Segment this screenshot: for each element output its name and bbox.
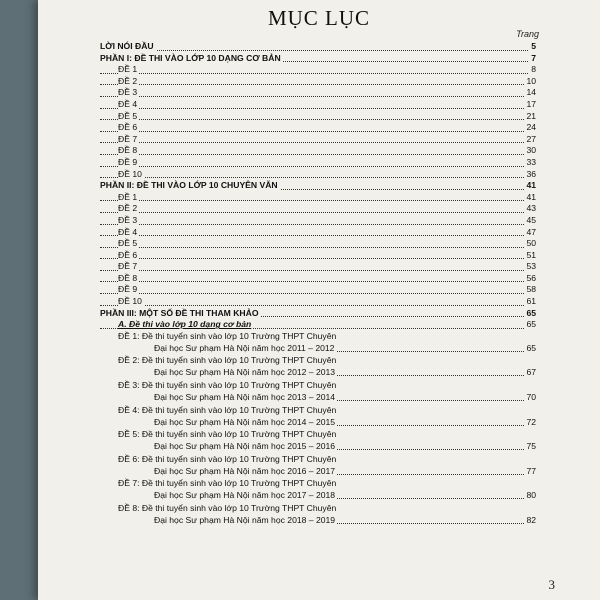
leader-dots xyxy=(100,96,536,97)
toc-entry-subtitle: Đại học Sư phạm Hà Nội năm học 2018 – 2019 xyxy=(154,515,336,525)
toc-page-number: 80 xyxy=(526,490,536,501)
toc-section xyxy=(100,41,536,53)
leader-dots xyxy=(100,119,536,120)
toc-page-number: 27 xyxy=(526,133,536,144)
toc-entry xyxy=(100,157,536,169)
leader-dots xyxy=(100,281,536,282)
toc-page-number: 14 xyxy=(526,87,536,98)
toc-entry xyxy=(100,238,536,250)
toc-entry-label: ĐỀ 2 xyxy=(118,203,138,214)
toc-page-number: 43 xyxy=(526,203,536,214)
toc-entry xyxy=(100,503,536,528)
toc-entry-label: ĐỀ 3 xyxy=(118,87,138,98)
leader-dots xyxy=(100,212,536,213)
toc-entry-label: ĐỀ 10 xyxy=(118,296,142,307)
toc-page-number: 8 xyxy=(531,64,536,75)
leader-dots xyxy=(100,50,536,51)
toc-page-number: 33 xyxy=(526,156,536,167)
toc-entry-label: A. Đề thi vào lớp 10 dạng cơ bản xyxy=(118,319,252,330)
toc-entry xyxy=(100,261,536,273)
toc-page-number: 5 xyxy=(531,41,536,51)
toc-entry xyxy=(100,87,536,99)
leader-dots xyxy=(100,108,536,109)
toc-page-number: 72 xyxy=(526,416,536,427)
toc-page-number: 41 xyxy=(526,180,536,191)
toc-entry-title: ĐỀ 3: Đề thi tuyển sinh vào lớp 10 Trường THPT Chuyên xyxy=(118,380,337,391)
toc-page-number: 58 xyxy=(526,284,536,295)
toc-entry-label: ĐỀ 10 xyxy=(118,168,142,179)
toc-entry xyxy=(100,215,536,227)
toc-entry-label: ĐỀ 3 xyxy=(118,214,138,225)
toc-entry-label: LỜI NÓI ĐẦU xyxy=(100,41,154,51)
toc-page-number: 51 xyxy=(526,249,536,260)
toc-page-number: 65 xyxy=(526,307,536,318)
toc-entry xyxy=(100,405,536,430)
toc-entry xyxy=(100,145,536,157)
leader-dots xyxy=(100,247,536,248)
toc-entry-title: ĐỀ 5: Đề thi tuyển sinh vào lớp 10 Trường THPT Chuyên xyxy=(118,429,337,440)
toc-entry-label: ĐỀ 8 xyxy=(118,272,138,283)
toc-page-number: 47 xyxy=(526,226,536,237)
toc-page-number: 36 xyxy=(526,168,536,179)
toc-page-number: 65 xyxy=(526,342,536,353)
page-column-label: Trang xyxy=(516,29,539,39)
toc-entry-subtitle: Đại học Sư phạm Hà Nội năm học 2017 – 2018 xyxy=(154,490,336,501)
toc-entry-label: ĐỀ 6 xyxy=(118,249,138,260)
toc-page-number: 82 xyxy=(526,515,536,525)
leader-dots xyxy=(100,258,536,259)
toc-page-number: 17 xyxy=(526,98,536,109)
toc-entry-title: ĐỀ 1: Đề thi tuyển sinh vào lớp 10 Trường THPT Chuyên xyxy=(118,330,337,341)
toc-entry-subtitle: Đại học Sư phạm Hà Nội năm học 2014 – 2015 xyxy=(154,416,336,427)
toc-entry xyxy=(100,273,536,285)
toc-section xyxy=(100,308,536,320)
toc-entry-subtitle: Đại học Sư phạm Hà Nội năm học 2015 – 2016 xyxy=(154,441,336,452)
toc-entry xyxy=(100,192,536,204)
toc-entry-label: ĐỀ 5 xyxy=(118,110,138,121)
page-number: 3 xyxy=(548,577,555,592)
toc-entry-title: ĐỀ 6: Đề thi tuyển sinh vào lớp 10 Trường THPT Chuyên xyxy=(118,453,337,464)
leader-dots xyxy=(100,270,536,271)
toc-entry xyxy=(100,296,536,308)
toc-page-number: 77 xyxy=(526,465,536,476)
toc-entry xyxy=(100,355,536,380)
toc-entry-title: ĐỀ 2: Đề thi tuyển sinh vào lớp 10 Trường THPT Chuyên xyxy=(118,355,337,366)
toc-entry-label: ĐỀ 4 xyxy=(118,226,138,237)
toc-entry xyxy=(100,169,536,181)
leader-dots xyxy=(100,224,536,225)
toc-page-number: 67 xyxy=(526,367,536,378)
toc-entry-title: ĐỀ 8: Đề thi tuyển sinh vào lớp 10 Trường THPT Chuyên xyxy=(118,503,337,513)
toc-entry xyxy=(100,429,536,454)
toc-entry xyxy=(100,380,536,405)
leader-dots xyxy=(100,142,536,143)
toc-page-number: 75 xyxy=(526,441,536,452)
leader-dots xyxy=(100,131,536,132)
toc-page-number: 7 xyxy=(531,52,536,63)
toc-entry xyxy=(100,76,536,88)
toc-entry-subtitle: Đại học Sư phạm Hà Nội năm học 2011 – 2012 xyxy=(154,342,335,353)
toc-entry xyxy=(100,134,536,146)
toc-entry-label: ĐỀ 9 xyxy=(118,284,138,295)
toc-entry-label: ĐỀ 5 xyxy=(118,238,138,249)
toc-entry-label: ĐỀ 2 xyxy=(118,75,138,86)
leader-dots xyxy=(100,84,536,85)
toc-entry xyxy=(100,111,536,123)
toc-entry xyxy=(100,250,536,262)
toc-entry-label: ĐỀ 9 xyxy=(118,156,138,167)
toc-page-number: 53 xyxy=(526,261,536,272)
toc-entry-label: ĐỀ 1 xyxy=(118,191,138,202)
leader-dots xyxy=(100,305,536,306)
toc-entry xyxy=(100,203,536,215)
table-of-contents xyxy=(100,41,536,528)
toc-entry-title: ĐỀ 7: Đề thi tuyển sinh vào lớp 10 Trường THPT Chuyên xyxy=(118,478,337,489)
toc-entry xyxy=(100,454,536,479)
toc-page-number: 50 xyxy=(526,238,536,249)
toc-entry xyxy=(100,64,536,76)
toc-entry-label: PHẦN I: ĐỀ THI VÀO LỚP 10 DẠNG CƠ BẢN xyxy=(100,52,281,63)
toc-entry xyxy=(100,122,536,134)
leader-dots xyxy=(100,177,536,178)
toc-entry xyxy=(100,227,536,239)
leader-dots xyxy=(100,166,536,167)
toc-page-number: 70 xyxy=(526,392,536,403)
toc-entry-label: PHẦN II: ĐỀ THI VÀO LỚP 10 CHUYÊN VĂN xyxy=(100,180,278,191)
toc-section xyxy=(100,180,536,192)
toc-entry xyxy=(100,99,536,111)
toc-entry-subtitle: Đại học Sư phạm Hà Nội năm học 2016 – 2017 xyxy=(154,465,336,476)
leader-dots xyxy=(100,235,536,236)
toc-entry xyxy=(100,284,536,296)
toc-page-number: 10 xyxy=(526,75,536,86)
leader-dots xyxy=(100,73,536,74)
leader-dots xyxy=(100,154,536,155)
toc-entry-label: PHẦN III: MỘT SỐ ĐỀ THI THAM KHẢO xyxy=(100,307,259,318)
toc-page-number: 61 xyxy=(526,296,536,307)
toc-entry-subtitle: Đại học Sư phạm Hà Nội năm học 2012 – 2013 xyxy=(154,367,336,378)
toc-entry-label: ĐỀ 7 xyxy=(118,261,138,272)
toc-entry xyxy=(100,331,536,356)
toc-entry-label: ĐỀ 1 xyxy=(118,64,138,75)
toc-entry-label: ĐỀ 4 xyxy=(118,98,138,109)
leader-dots xyxy=(100,200,536,201)
toc-page-number: 30 xyxy=(526,145,536,156)
leader-dots xyxy=(100,293,536,294)
page-title: MỤC LỤC xyxy=(267,6,371,30)
toc-entry xyxy=(100,478,536,503)
book-page xyxy=(38,0,600,600)
toc-entry-label: ĐỀ 6 xyxy=(118,122,138,133)
toc-page-number: 56 xyxy=(526,272,536,283)
toc-entry-label: ĐỀ 7 xyxy=(118,133,138,144)
toc-section xyxy=(100,53,536,65)
toc-page-number: 65 xyxy=(526,319,536,330)
toc-subsection xyxy=(100,319,536,331)
toc-page-number: 41 xyxy=(526,191,536,202)
toc-entry-subtitle: Đại học Sư phạm Hà Nội năm học 2013 – 2014 xyxy=(154,392,336,403)
toc-page-number: 45 xyxy=(526,214,536,225)
toc-page-number: 21 xyxy=(526,110,536,121)
toc-page-number: 24 xyxy=(526,122,536,133)
toc-entry-label: ĐỀ 8 xyxy=(118,145,138,156)
toc-entry-title: ĐỀ 4: Đề thi tuyển sinh vào lớp 10 Trường THPT Chuyên xyxy=(118,404,337,415)
